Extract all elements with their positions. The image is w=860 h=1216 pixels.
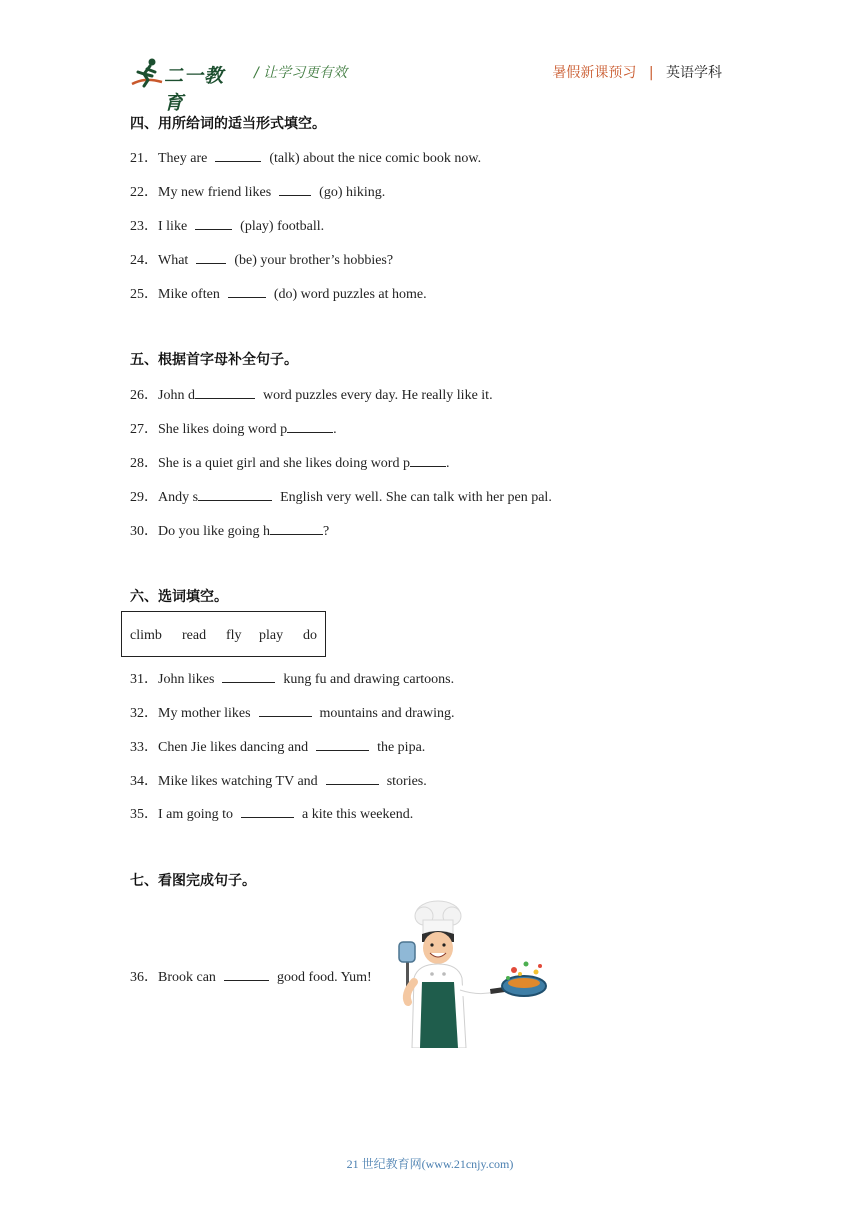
- word-bank-item: read: [182, 628, 207, 643]
- spatula-icon: [399, 942, 415, 962]
- question-23: 23．I like (play) football.: [130, 215, 324, 235]
- question-25: 25．Mike often (do) word puzzles at home.: [130, 283, 427, 303]
- answer-blank[interactable]: [196, 250, 226, 264]
- word-bank-item: fly: [226, 628, 242, 643]
- question-32: 32．My mother likes mountains and drawing.: [130, 702, 454, 722]
- answer-blank[interactable]: [195, 385, 255, 399]
- answer-blank[interactable]: [228, 284, 266, 298]
- section-7-title: 七、看图完成句子。: [130, 873, 256, 889]
- answer-blank[interactable]: [224, 967, 269, 981]
- question-31: 31．John likes kung fu and drawing cartoons.: [130, 668, 454, 688]
- answer-blank[interactable]: [326, 771, 379, 785]
- answer-blank[interactable]: [259, 703, 312, 717]
- word-bank-item: climb: [130, 628, 162, 643]
- question-24: 24．What (be) your brother’s hobbies?: [130, 249, 393, 269]
- answer-blank[interactable]: [198, 487, 272, 501]
- question-36: 36．Brook can good food. Yum!: [130, 966, 372, 986]
- answer-blank[interactable]: [222, 669, 275, 683]
- header-course: 暑假新课预习: [552, 65, 637, 81]
- word-bank-box: [121, 611, 326, 657]
- header-separator: |: [648, 65, 654, 81]
- answer-blank[interactable]: [287, 419, 333, 433]
- word-bank-item: play: [259, 628, 284, 643]
- question-29: 29．Andy s English very well. She can talk with her pen pal.: [130, 486, 552, 506]
- question-22: 22．My new friend likes (go) hiking.: [130, 181, 385, 201]
- section-6-title: 六、选词填空。: [130, 589, 228, 605]
- apron: [420, 982, 458, 1048]
- question-30: 30．Do you like going h ?: [130, 520, 329, 540]
- header-slogan: / 让学习更有效: [254, 65, 348, 81]
- word-bank-item: do: [303, 628, 317, 643]
- answer-blank[interactable]: [270, 521, 323, 535]
- question-28: 28．She is a quiet girl and she likes doing word p .: [130, 452, 449, 472]
- answer-blank[interactable]: [316, 737, 369, 751]
- question-35: 35．I am going to a kite this weekend.: [130, 803, 413, 823]
- runner-logo-icon: [130, 56, 164, 90]
- answer-blank[interactable]: [279, 182, 311, 196]
- answer-blank[interactable]: [241, 804, 294, 818]
- header-right: [552, 62, 722, 82]
- section-5-title: 五、根据首字母补全句子。: [130, 352, 298, 368]
- chef-cooking-illustration: [392, 898, 552, 1048]
- question-34: 34．Mike likes watching TV and stories.: [130, 770, 427, 790]
- question-26: 26．John d word puzzles every day. He really like it.: [130, 384, 493, 404]
- answer-blank[interactable]: [215, 148, 261, 162]
- logo-text: 二一教育: [164, 65, 225, 114]
- header-subject: 英语学科: [666, 65, 722, 81]
- section-4-title: 四、用所给词的适当形式填空。: [130, 116, 326, 132]
- answer-blank[interactable]: [410, 453, 446, 467]
- question-27: 27．She likes doing word p .: [130, 418, 337, 438]
- page-footer: 21 世纪教育网(www.21cnjy.com): [346, 1157, 514, 1171]
- page-header: [130, 54, 730, 114]
- question-21: 21．They are (talk) about the nice comic book now.: [130, 147, 481, 167]
- answer-blank[interactable]: [195, 216, 232, 230]
- logo: [130, 56, 242, 114]
- question-33: 33．Chen Jie likes dancing and the pipa.: [130, 736, 425, 756]
